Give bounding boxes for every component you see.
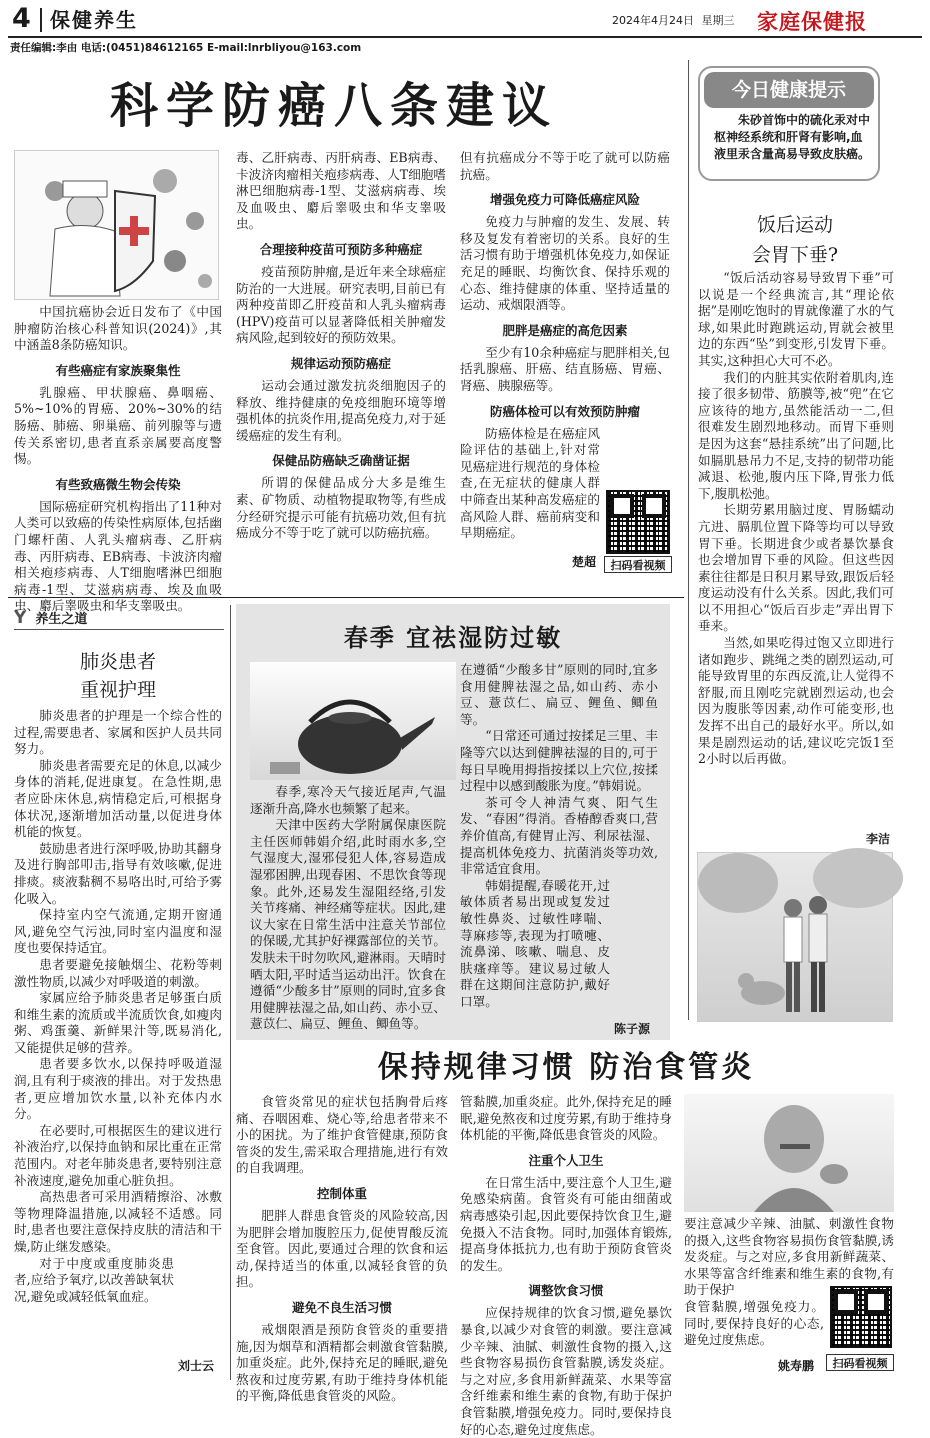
esoph-s1-title: 控制体重 [316,1185,367,1201]
spring-left-col [250,784,446,1033]
spring-p2: 天津中医药大学附属保康医院主任医师韩娟介绍,此时雨水多,空气湿度大,湿邪侵犯人体,容易造成湿邪困脾,出现春困、不思饮食等现象。此外,还易发生湿阻经络,引发关节疼痛、神经痛等症状。因此,建议大家在日常生活中注意关节部位的保暖,尤其护好裸露部位的关节。发肤未干时勿吹风,避淋雨。天晴时晒太阳,平时适当运动出汗。饮食在遵循“少酸多甘”原则的同时,宜多食用健脾祛湿之品,如山药、赤小豆、薏苡仁、扁豆、鲤鱼、鲫鱼等。 [250,817,446,1032]
spring-p3: “日常还可通过按揉足三里、丰隆等穴以达到健脾祛湿的目的,可于每日早晚用拇指按揉以上穴位,按揉过程中以感到酸胀为度。”韩娟说。 [460,728,658,794]
editor-line: 责任编辑:李由 电话:(0451)84612165 E-mail:lnrbliyou@163.com [10,42,362,54]
column-tag [14,608,224,630]
main-article-title: 科学防癌八条建议 [110,78,559,134]
esoph-s2-text: 戒烟限酒是预防食管炎的重要措施,因为烟草和酒精都会刺激食管黏膜,加重炎症。此外,保持充足的睡眠,避免熬夜和过度劳累,有助于维持身体机能的平衡,降低患食管炎的风险。 [236,1321,448,1404]
lung-p4: 保持室内空气流通,定期开窗通风,避免空气污浊,同时室内温度和湿度也要保持适宜。 [14,907,222,956]
spring-p1: 春季,寒冷天气接近尾声,气温逐渐升高,降水也频繁了起来。 [250,784,446,816]
spring-author: 陈子源 [614,1022,651,1036]
spring-p5: 韩娟提醒,春暖花开,过敏体质者易出现或复发过敏性鼻炎、过敏性哮喘、荨麻疹等,表现为打喷嚏、流鼻涕、咳嗽、喘息、皮肤瘙痒等。建议易过敏人群在这期间注意防护,戴好口罩。 [460,877,610,1009]
main-author: 楚超 [572,555,597,569]
main-s2-text-cont: 毒、乙肝病毒、丙肝病毒、EB病毒、卡波济肉瘤相关疱疹病毒、人T细胞嗜淋巴细胞病毒-1型、艾滋病病毒、埃及血吸虫、麝后睾吸虫和华支睾吸虫。 [236,150,446,232]
spring-p4: 茶可令人神清气爽、阳气生发、“春困”得消。香椿醇香爽口,营养价值高,有健胃止泻、利尿祛湿、提高机体免疫力、抗菌消炎等功效,非常适宜食用。 [460,794,658,877]
lung-p9: 高热患者可采用酒精擦浴、冰敷等物理降温措施,以减轻不适感。同时,患者也要注意保持皮肤的清洁和干燥,防止继发感染。 [14,1189,222,1254]
lung-author: 刘士云 [178,1359,215,1373]
esoph-s4-text-end: 食管黏膜,增强免疫力。同时,要保持良好的心态,避免过度焦虑。 [684,1298,824,1348]
weekday-text: 星期三 [701,14,735,27]
meal-title-line2: 会胃下垂? [751,244,839,266]
esoph-s4-text-cont: 要注意减少辛辣、油腻、刺激性食物的摄入,这些食物容易损伤食管黏膜,诱发炎症。与之对应,多食用新鲜蔬菜、水果等富含纤维素和维生素的食物,有助于保护 [684,1216,894,1298]
esoph-col-b [460,1094,672,1437]
main-s5-text-cont: 但有抗癌成分不等于吃了就可以防癌抗癌。 [460,150,670,182]
tip-title-bar: 今日健康提示 [704,72,874,108]
spring-p2-cont: 在遵循“少酸多甘”原则的同时,宜多食用健脾祛湿之品,如山药、赤小豆、薏苡仁、扁豆、鲤鱼、鲫鱼等。 [460,662,658,727]
esoph-title: 保持规律习惯 防治食管炎 [377,1050,755,1085]
main-s6-title: 增强免疫力可降低癌症风险 [489,192,640,208]
page-number-divider [40,8,42,32]
column-tag-icon: Y [14,608,27,628]
lung-title-line1: 肺炎患者 [79,651,156,673]
lung-p8: 在必要时,可根据医生的建议进行补液治疗,以保持血钠和尿比重在正常范围内。对老年肺炎患者,要特别注意补液速度,避免加重心脏负担。 [14,1122,222,1188]
meal-author: 李洁 [866,832,891,846]
main-s4-text: 运动会通过激发抗炎细胞因子的释放、维持健康的免疫细胞环境等增强机体的抗炎作用,提高免疫力,对于延缓癌症的发生有利。 [236,377,446,443]
main-col-c [460,150,670,542]
esoph-qr-code[interactable] [830,1286,892,1348]
tip-text: 朱砂首饰中的硫化汞对中枢神经系统和肝肾有影响,血液里汞含量高易导致皮肤癌。 [714,113,871,161]
lung-title [14,648,222,704]
issue-date [612,12,735,28]
page-number: 4 [12,3,31,34]
esoph-s2-text-cont: 管黏膜,加重炎症。此外,保持充足的睡眠,避免熬夜和过度劳累,有助于维持身体机能的平衡,降低患食管炎的风险。 [460,1094,672,1143]
main-s7-title: 肥胖是癌症的高危因素 [502,322,628,338]
esoph-s3-text: 在日常生活中,要注意个人卫生,避免感染病菌。食管炎有可能由细菌或病毒感染引起,因此要保持饮食卫生,避免摄入不洁食物。同时,加强体育锻炼,提高身体抵抗力,也有助于预防食管炎的发生。 [460,1174,672,1273]
meal-p1: “饭后活动容易导致胃下垂”可以说是一个经典流言,其“理论依据”是刚吃饱时的胃就像灌了水的气球,如果此时跑跳运动,胃就会被里边的东西“坠”到变形,引发胃下垂。其实,这种担心大可不必。 [698,270,894,368]
lung-p1: 肺炎患者的护理是一个综合性的过程,需要患者、家属和医护人员共同努力。 [14,708,222,757]
right-column-divider [688,60,689,1020]
esoph-s3-title: 注重个人卫生 [528,1152,604,1168]
lung-p3: 鼓励患者进行深呼吸,协助其翻身及进行胸部叩击,指导有效咳嗽,促进排痰。痰液黏稠不易咯出时,可给予雾化吸入。 [14,840,222,906]
lung-body [14,708,222,1305]
meal-title [700,210,890,270]
main-col-a [14,304,222,614]
main-s1-text: 乳腺癌、甲状腺癌、鼻咽癌、5%~10%的胃癌、20%~30%的结肠癌、肺癌、卵巢癌、前列腺等与遗传关系密切,患者直系亲属要高度警惕。 [14,384,222,467]
main-s6-text: 免疫力与肿瘤的发生、发展、转移及复发有着密切的关系。良好的生活习惯有助于增强机体免疫力,如保证充足的睡眠、均衡饮食、保持乐观的心态、维持健康的体重、坚持适量的运动、戒烟限酒等。 [460,214,670,313]
meal-p3: 长期劳累用脑过度、胃肠蠕动亢进、膈肌位置下降等均可以导致胃下垂。长期进食少或者暴饮暴食也会增加胃下垂的风险。但这些因素往往都是日积月累导致,跟饭后轻度运动没有什么关系。因此,我们可以不用担心“饭后百步走”弄出胃下垂来。 [698,502,894,634]
main-s2-title: 有些致癌微生物会传染 [55,476,181,492]
lung-p6: 家属应给予肺炎患者足够蛋白质和维生素的流质或半流质饮食,如瘦肉粥、鸡蛋羹、新鲜果汁等,既易消化,又能提供足够的营养。 [14,990,222,1055]
main-s8-text: 防癌体检是在癌症风险评估的基础上,针对常见癌症进行规范的身体检查,在无症状的健康人群中筛查出某种高发癌症的高风险人群、癌前病变和早期癌症。 [460,425,600,541]
spring-title: 春季 宜祛湿防过敏 [343,624,563,652]
esoph-s2-title: 避免不良生活习惯 [291,1299,392,1315]
meal-title-line1: 饭后运动 [756,214,833,236]
meal-p4: 当然,如果吃得过饱又立即进行诸如跑步、跳绳之类的剧烈运动,可能导致胃里的东西反流,让人觉得不舒服,而且刚吃完就剧烈运动,也会因为腹胀等因素,动作可能变形,也发挥不出自己的最好水平。所以,如果是剧烈运动的话,建议吃完饭1至2小时以后再做。 [698,635,894,767]
main-s2-text: 国际癌症研究机构指出了11种对人类可以致癌的传染性病原体,包括幽门螺杆菌、人乳头瘤病毒、乙肝病毒、丙肝病毒、EB病毒、卡波济肉瘤相关疱疹病毒、人T细胞嗜淋巴细胞病毒-1型、艾滋病病毒、埃及血吸虫、麝后睾吸虫和华支睾吸虫。 [14,498,222,614]
tip-box [698,66,880,181]
doctor-shield-illustration [14,150,219,300]
lung-title-line2: 重视护理 [79,679,156,701]
main-s3-text: 疫苗预防肿瘤,是近年来全球癌症防治的一大进展。研究表明,目前已有两种疫苗即乙肝疫苗和人乳头瘤病毒(HPV)疫苗可以显著降低相关肿瘤发病风险,起到较好的预防效果。 [236,263,446,346]
main-intro: 中国抗癌协会近日发布了《中国肿瘤防治核心科普知识(2024)》,其中涵盖8条防癌知识。 [14,304,222,353]
meal-body [698,270,894,768]
masthead-rule [8,36,922,38]
main-col-b [236,150,446,541]
top-section-rule [8,597,684,598]
esoph-author: 姚寿鹏 [778,1359,815,1373]
paper-name: 家庭保健报 [757,9,867,34]
esoph-s4-title: 调整饮食习惯 [528,1283,604,1299]
section-title: 保健养生 [50,8,138,32]
esoph-s1-text: 肥胖人群患食管炎的风险较高,因为肥胖会增加腹腔压力,促使胃酸反流至食管。因此,要通过合理的饮食和运动,保持适当的体重,以减轻食管的负担。 [236,1207,448,1290]
esoph-s4-text: 应保持规律的饮食习惯,避免暴饮暴食,以减少对食管的刺激。要注意减少辛辣、油腻、刺激性食物的摄入,这些食物容易损伤食管黏膜,诱发炎症。与之对应,多食用新鲜蔬菜、水果等富含纤维素和维生素的食物,有助于保护食管黏膜,增强免疫力。同时,要保持良好的心态,避免过度焦虑。 [460,1305,672,1437]
main-s5-text: 所谓的保健品成分大多是维生素、矿物质、动植物提取物等,有些成分经研究提示可能有抗癌功效,但有抗癌成分不等于吃了就可以防癌抗癌。 [236,475,446,541]
spring-right-col [460,662,658,1010]
esoph-col-a [236,1094,448,1404]
main-s7-text: 至少有10余种癌症与肥胖相关,包括乳腺癌、肝癌、结直肠癌、胃癌、肾癌、胰腺癌等。 [460,344,670,393]
column-tag-label: 养生之道 [35,612,88,627]
esoph-p1: 食管炎常见的症状包括胸骨后疼痛、吞咽困难、烧心等,给患者带来不小的困扰。为了维护食管健康,预防食管炎的发生,需采取合理措施,进行有效的自我调理。 [236,1094,448,1176]
elderly-couple-dog-photo [697,852,893,1022]
lung-p10: 对于中度或重度肺炎患者,应给予氧疗,以改善缺氧状况,避免或减轻低氧血症。 [14,1255,174,1304]
main-s1-title: 有些癌症有家族聚集性 [55,362,181,378]
lung-column-divider [230,605,231,1380]
main-s5-title: 保健品防癌缺乏确凿证据 [272,453,410,469]
lung-p5: 患者要避免接触烟尘、花粉等刺激性物质,以减少对呼吸道的刺激。 [14,956,222,989]
meal-p2: 我们的内脏其实依附着肌肉,连接了很多韧带、筋膜等,被“兜”在它应该待的地方,虽然能活动一二,但很难发生剧烈地移动。而胃下垂则是因为这套“悬挂系统”出了问题,比如膈肌悬吊力不足,支持的韧带功能减退、松弛,腹内压下降,胃张力低下,腹肌松弛。 [698,369,894,501]
main-s4-title: 规律运动预防癌症 [290,355,391,371]
lung-p2: 肺炎患者需要充足的休息,以减少身体的消耗,促进康复。在急性期,患者应卧床休息,病情稳定后,可根据身体状况,逐渐增加活动量,以促进身体机能的恢复。 [14,757,222,840]
teapot-photo [250,662,456,780]
main-qr-code[interactable] [606,490,670,554]
lung-p7: 患者要多饮水,以保持呼吸道湿润,且有利于痰液的排出。对于发热患者,更应增加饮水量,以补充体内水分。 [14,1056,222,1122]
man-throat-photo [684,1094,894,1212]
date-text: 2024年4月24日 [612,14,694,27]
main-s8-title: 防癌体检可以有效预防肿瘤 [489,403,640,419]
esoph-qr-label[interactable]: 扫码看视频 [826,1354,894,1371]
main-s3-title: 合理接种疫苗可预防多种癌症 [259,241,423,257]
main-qr-label[interactable]: 扫码看视频 [604,556,672,573]
